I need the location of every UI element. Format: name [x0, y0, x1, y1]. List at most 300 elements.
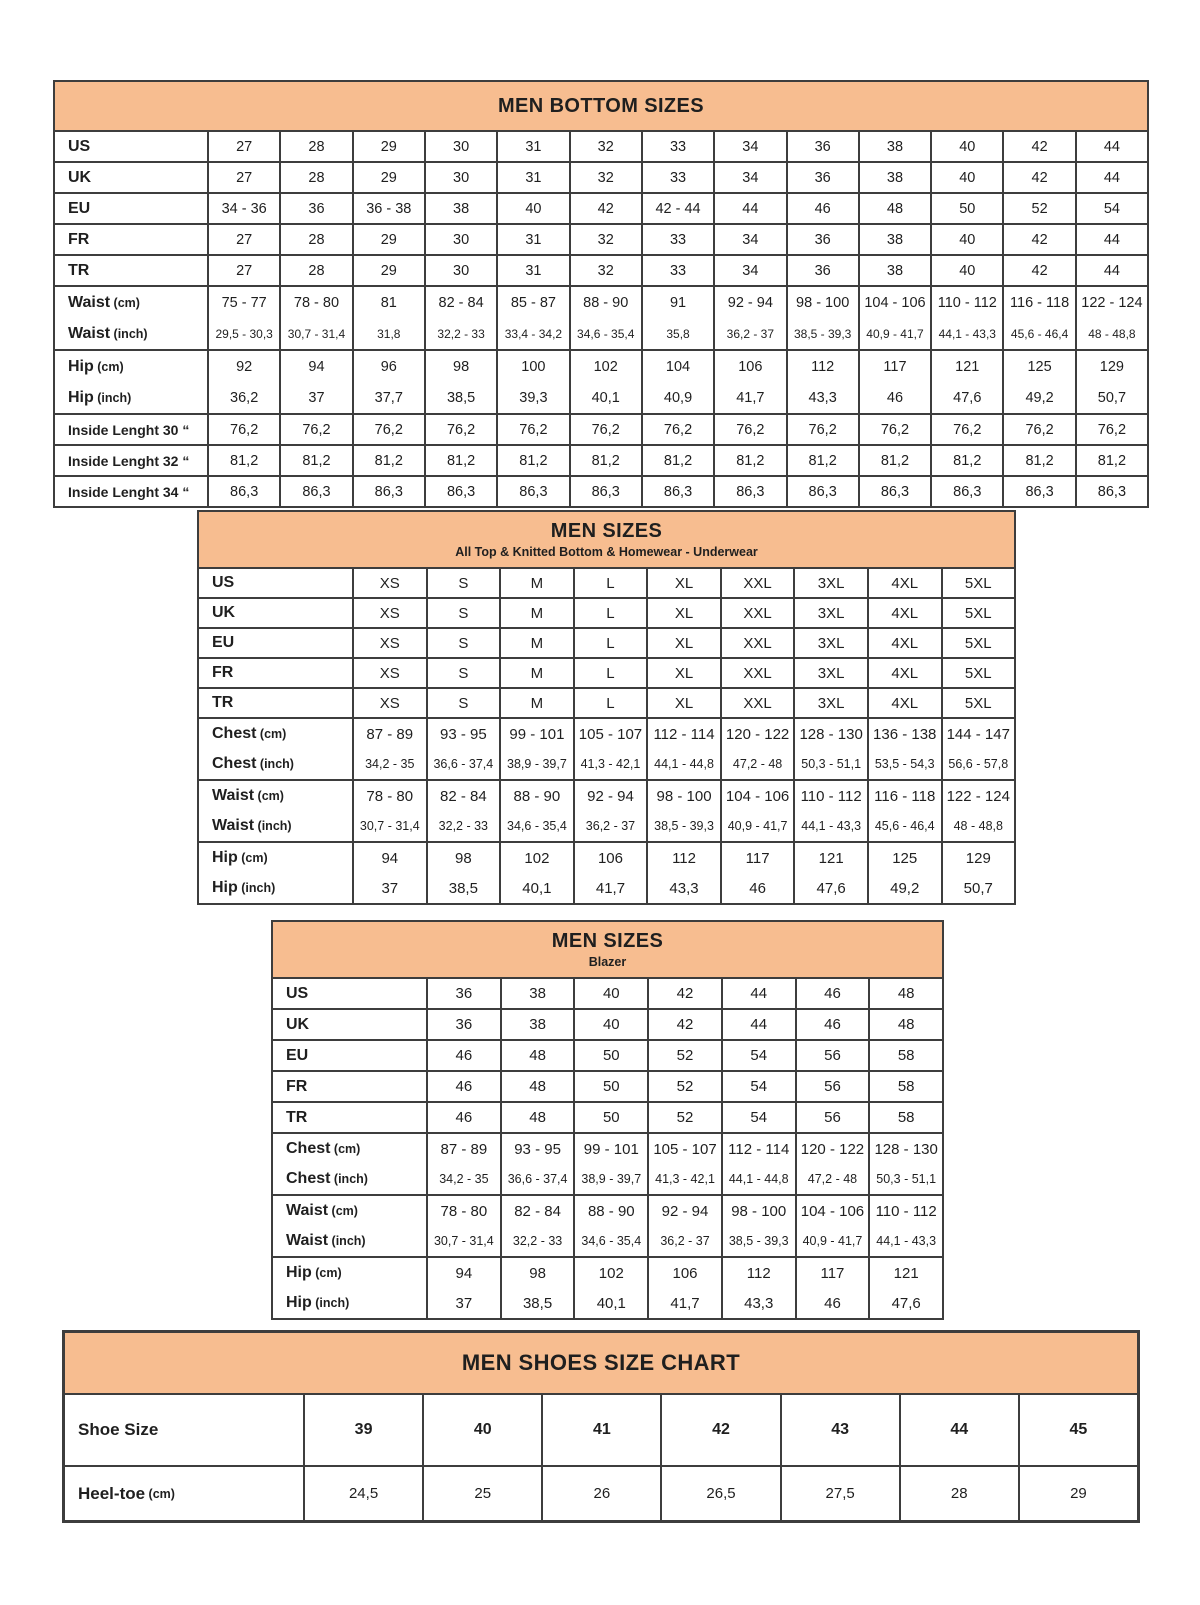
row-label-unit: (inch)	[237, 881, 276, 895]
cell-value: 46	[426, 1041, 500, 1070]
cell-value: 50	[930, 194, 1002, 223]
row-label-text: UK	[286, 1015, 310, 1033]
cell-value: 3XL	[793, 659, 867, 687]
row-label-text: UK	[68, 168, 92, 186]
row-group	[65, 1395, 1137, 1465]
cell-value: 42	[1002, 225, 1074, 254]
cell-value: 116 - 118	[867, 781, 941, 811]
table-row	[55, 318, 1147, 349]
cell-value: 35,8	[641, 318, 713, 349]
cell-value: 50,3 - 51,1	[793, 749, 867, 779]
table-row	[199, 629, 1014, 657]
cell-value: 76,2	[279, 415, 351, 444]
cell-value: 46	[795, 1010, 869, 1039]
cell-value: 47,6	[793, 873, 867, 903]
row-group	[199, 657, 1014, 687]
cell-value: 5XL	[941, 569, 1015, 597]
cell-value: 28	[279, 256, 351, 285]
men-bottom-sizes-table	[53, 80, 1149, 508]
row-label	[55, 415, 207, 444]
row-label-unit: (cm)	[145, 1486, 175, 1501]
cell-value: S	[426, 659, 500, 687]
row-label	[55, 351, 207, 382]
cell-value: 44	[1075, 225, 1147, 254]
row-group	[199, 841, 1014, 903]
cell-value: 47,6	[868, 1288, 942, 1318]
cell-value: 129	[1075, 351, 1147, 382]
table-row	[55, 415, 1147, 444]
cell-value: 76,2	[424, 415, 496, 444]
row-label-text: Heel-toe	[78, 1483, 146, 1503]
cell-value: 102	[569, 351, 641, 382]
cell-value: 37,7	[352, 382, 424, 413]
cell-value: 36	[786, 132, 858, 161]
table-subtitle: Blazer	[588, 955, 627, 969]
row-label	[273, 1164, 426, 1194]
row-label-text: Inside Lenght 34 “	[68, 483, 190, 500]
cell-value: 36	[279, 194, 351, 223]
row-label	[55, 287, 207, 318]
cell-value: 29,5 - 30,3	[207, 318, 279, 349]
cell-value: 32,2 - 33	[426, 811, 500, 841]
row-group	[199, 779, 1014, 841]
cell-value: 31	[496, 163, 568, 192]
cell-value: 122 - 124	[941, 781, 1015, 811]
cell-value: 43,3	[721, 1288, 795, 1318]
cell-value: 30,7 - 31,4	[279, 318, 351, 349]
cell-value: 85 - 87	[496, 287, 568, 318]
row-label-unit: (inch)	[330, 1172, 368, 1186]
row-label-text: Waist	[286, 1202, 329, 1219]
cell-value: 46	[426, 1103, 500, 1132]
row-label	[273, 1196, 426, 1226]
cell-value: 46	[795, 1288, 869, 1318]
cell-value: 38,5	[424, 382, 496, 413]
row-label	[55, 225, 207, 254]
row-label-text: FR	[212, 664, 234, 681]
cell-value: 26,5	[660, 1467, 779, 1520]
row-group	[273, 1101, 942, 1132]
cell-value: 46	[786, 194, 858, 223]
cell-value: 76,2	[569, 415, 641, 444]
row-label	[55, 194, 207, 223]
cell-value: 36	[786, 225, 858, 254]
table-row	[55, 132, 1147, 161]
cell-value: 36,2	[207, 382, 279, 413]
cell-value: 86,3	[352, 477, 424, 506]
table-row	[199, 689, 1014, 717]
cell-value: 120 - 122	[720, 719, 794, 749]
cell-value: 26	[541, 1467, 660, 1520]
cell-value: 34	[713, 225, 785, 254]
cell-value: 56,6 - 57,8	[941, 749, 1015, 779]
cell-value: XS	[352, 569, 426, 597]
men-shoes-size-chart-table	[62, 1330, 1140, 1523]
cell-value: 33	[641, 132, 713, 161]
cell-value: 88 - 90	[499, 781, 573, 811]
row-group	[55, 161, 1147, 192]
row-label-text: Waist	[68, 324, 111, 342]
cell-value: 110 - 112	[868, 1196, 942, 1226]
cell-value: 105 - 107	[647, 1134, 721, 1164]
table-row	[199, 781, 1014, 811]
cell-value: XL	[646, 569, 720, 597]
cell-value: 45,6 - 46,4	[867, 811, 941, 841]
cell-value: 44,1 - 43,3	[793, 811, 867, 841]
cell-value: 41,7	[647, 1288, 721, 1318]
cell-value: 42	[647, 979, 721, 1008]
cell-value: 3XL	[793, 629, 867, 657]
row-label	[55, 256, 207, 285]
cell-value: 81,2	[1002, 446, 1074, 475]
table-row	[273, 1010, 942, 1039]
cell-value: 76,2	[207, 415, 279, 444]
row-label	[273, 1041, 426, 1070]
cell-value: 91	[641, 287, 713, 318]
cell-value: 92 - 94	[647, 1196, 721, 1226]
row-group	[55, 413, 1147, 444]
cell-value: 4XL	[867, 659, 941, 687]
cell-value: 34	[713, 256, 785, 285]
cell-value: 41,3 - 42,1	[647, 1164, 721, 1194]
cell-value: 36,2 - 37	[647, 1226, 721, 1256]
cell-value: 48 - 48,8	[941, 811, 1015, 841]
cell-value: 50	[573, 1072, 647, 1101]
cell-value: 81,2	[1075, 446, 1147, 475]
cell-value: L	[573, 659, 647, 687]
cell-value: 47,6	[930, 382, 1002, 413]
row-group	[199, 597, 1014, 627]
cell-value: 94	[352, 843, 426, 873]
table-row	[199, 659, 1014, 687]
row-label	[55, 382, 207, 413]
row-label-text: FR	[286, 1077, 308, 1095]
cell-value: 99 - 101	[573, 1134, 647, 1164]
row-label-text: Waist	[212, 787, 255, 804]
row-label-unit: (cm)	[311, 1266, 342, 1280]
cell-value: 44,1 - 43,3	[868, 1226, 942, 1256]
cell-value: 42 - 44	[641, 194, 713, 223]
cell-value: 78 - 80	[426, 1196, 500, 1226]
cell-value: 45	[1018, 1395, 1137, 1465]
table-body	[65, 1395, 1137, 1520]
table-row	[55, 194, 1147, 223]
cell-value: 98 - 100	[646, 781, 720, 811]
row-label-text: TR	[212, 694, 234, 711]
cell-value: 47,2 - 48	[720, 749, 794, 779]
table-title: MEN BOTTOM SIZES	[497, 94, 705, 117]
cell-value: 81,2	[786, 446, 858, 475]
cell-value: S	[426, 689, 500, 717]
cell-value: 82 - 84	[426, 781, 500, 811]
row-label-unit: (cm)	[330, 1142, 361, 1156]
cell-value: 112	[721, 1258, 795, 1288]
cell-value: 3XL	[793, 569, 867, 597]
row-label-text: Chest	[212, 755, 257, 772]
row-group	[65, 1465, 1137, 1520]
row-group	[273, 1039, 942, 1070]
cell-value: 49,2	[1002, 382, 1074, 413]
cell-value: 86,3	[207, 477, 279, 506]
cell-value: 41,7	[573, 873, 647, 903]
cell-value: 43,3	[786, 382, 858, 413]
row-label-text: EU	[212, 634, 235, 651]
cell-value: XS	[352, 629, 426, 657]
cell-value: 81,2	[713, 446, 785, 475]
cell-value: 43	[780, 1395, 899, 1465]
cell-value: XL	[646, 629, 720, 657]
cell-value: 44	[721, 1010, 795, 1039]
row-group	[55, 349, 1147, 413]
cell-value: M	[499, 599, 573, 627]
cell-value: 47,2 - 48	[795, 1164, 869, 1194]
cell-value: S	[426, 569, 500, 597]
cell-value: 52	[647, 1041, 721, 1070]
row-group	[55, 444, 1147, 475]
table-row	[199, 599, 1014, 627]
row-label-text: Hip	[212, 879, 238, 896]
cell-value: 144 - 147	[941, 719, 1015, 749]
cell-value: 38,5 - 39,3	[721, 1226, 795, 1256]
row-label-unit: (inch)	[93, 390, 132, 405]
cell-value: 28	[279, 225, 351, 254]
cell-value: 30,7 - 31,4	[352, 811, 426, 841]
cell-value: 48	[500, 1041, 574, 1070]
cell-value: 58	[868, 1072, 942, 1101]
cell-value: 50	[573, 1041, 647, 1070]
cell-value: 94	[279, 351, 351, 382]
row-label-text: Hip	[68, 388, 94, 406]
cell-value: 34,6 - 35,4	[573, 1226, 647, 1256]
cell-value: 53,5 - 54,3	[867, 749, 941, 779]
cell-value: 4XL	[867, 629, 941, 657]
cell-value: 32	[569, 256, 641, 285]
cell-value: 38,9 - 39,7	[499, 749, 573, 779]
cell-value: 44,1 - 43,3	[930, 318, 1002, 349]
cell-value: 38	[858, 256, 930, 285]
row-group	[273, 979, 942, 1008]
cell-value: 40	[573, 1010, 647, 1039]
cell-value: 48	[500, 1103, 574, 1132]
cell-value: 5XL	[941, 689, 1015, 717]
cell-value: 102	[573, 1258, 647, 1288]
cell-value: 33,4 - 34,2	[496, 318, 568, 349]
cell-value: 29	[352, 225, 424, 254]
table-body	[273, 979, 942, 1318]
row-label	[199, 659, 352, 687]
table-row	[65, 1395, 1137, 1465]
cell-value: 88 - 90	[569, 287, 641, 318]
cell-value: 128 - 130	[868, 1134, 942, 1164]
row-label-text: Hip	[286, 1294, 312, 1311]
table-row	[273, 979, 942, 1008]
cell-value: 29	[1018, 1467, 1137, 1520]
cell-value: 38,5	[426, 873, 500, 903]
table-row	[273, 1041, 942, 1070]
cell-value: 36	[426, 1010, 500, 1039]
row-group	[273, 1070, 942, 1101]
row-label-unit: (inch)	[254, 819, 292, 833]
row-label	[273, 1072, 426, 1101]
row-label	[199, 873, 352, 903]
cell-value: 50,7	[941, 873, 1015, 903]
cell-value: 38	[500, 979, 574, 1008]
table-row	[273, 1226, 942, 1256]
cell-value: 40,9	[641, 382, 713, 413]
row-label	[55, 132, 207, 161]
cell-value: 40	[496, 194, 568, 223]
cell-value: 38	[858, 132, 930, 161]
cell-value: 81	[352, 287, 424, 318]
cell-value: 120 - 122	[795, 1134, 869, 1164]
cell-value: 48 - 48,8	[1075, 318, 1147, 349]
cell-value: M	[499, 659, 573, 687]
cell-value: 76,2	[352, 415, 424, 444]
cell-value: 33	[641, 256, 713, 285]
cell-value: 38,5 - 39,3	[646, 811, 720, 841]
cell-value: 76,2	[930, 415, 1002, 444]
cell-value: 27	[207, 132, 279, 161]
cell-value: 94	[426, 1258, 500, 1288]
cell-value: 98	[424, 351, 496, 382]
cell-value: 100	[496, 351, 568, 382]
cell-value: 42	[660, 1395, 779, 1465]
cell-value: 52	[1002, 194, 1074, 223]
row-label	[199, 689, 352, 717]
table-row	[273, 1196, 942, 1226]
table-title: MEN SIZES	[550, 520, 663, 542]
cell-value: 116 - 118	[1002, 287, 1074, 318]
cell-value: 92	[207, 351, 279, 382]
row-label-text: Chest	[286, 1170, 331, 1187]
cell-value: 44	[1075, 132, 1147, 161]
cell-value: 40,1	[499, 873, 573, 903]
cell-value: XS	[352, 599, 426, 627]
row-group	[199, 569, 1014, 597]
row-label-unit: (inch)	[328, 1234, 366, 1248]
cell-value: 81,2	[930, 446, 1002, 475]
cell-value: XL	[646, 689, 720, 717]
cell-value: 34,6 - 35,4	[499, 811, 573, 841]
table-row	[199, 569, 1014, 597]
row-label	[199, 719, 352, 749]
cell-value: 98	[500, 1258, 574, 1288]
cell-value: 76,2	[1002, 415, 1074, 444]
cell-value: 106	[647, 1258, 721, 1288]
row-label-text: Inside Lenght 32 “	[68, 452, 190, 469]
row-group	[273, 1008, 942, 1039]
cell-value: 44	[899, 1395, 1018, 1465]
cell-value: 24,5	[303, 1467, 422, 1520]
cell-value: XS	[352, 689, 426, 717]
cell-value: 86,3	[930, 477, 1002, 506]
cell-value: 88 - 90	[573, 1196, 647, 1226]
table-row	[55, 382, 1147, 413]
row-label-text: Inside Lenght 30 “	[68, 421, 190, 438]
cell-value: 54	[721, 1041, 795, 1070]
table-row	[55, 163, 1147, 192]
row-label	[273, 1288, 426, 1318]
cell-value: 93 - 95	[500, 1134, 574, 1164]
cell-value: 99 - 101	[499, 719, 573, 749]
cell-value: 4XL	[867, 689, 941, 717]
cell-value: 34,6 - 35,4	[569, 318, 641, 349]
cell-value: 86,3	[641, 477, 713, 506]
cell-value: 136 - 138	[867, 719, 941, 749]
cell-value: L	[573, 569, 647, 597]
cell-value: 81,2	[207, 446, 279, 475]
cell-value: 76,2	[786, 415, 858, 444]
row-group	[55, 254, 1147, 285]
row-label-text: EU	[68, 199, 91, 217]
table-row	[273, 1164, 942, 1194]
table-header	[55, 82, 1147, 132]
cell-value: 41	[541, 1395, 660, 1465]
cell-value: 38	[858, 163, 930, 192]
cell-value: 117	[858, 351, 930, 382]
row-label-text: FR	[68, 230, 90, 248]
row-group	[55, 132, 1147, 161]
cell-value: 54	[721, 1072, 795, 1101]
cell-value: 40	[930, 163, 1002, 192]
cell-value: 27,5	[780, 1467, 899, 1520]
cell-value: XS	[352, 659, 426, 687]
row-label-unit: (inch)	[110, 326, 148, 341]
row-label-text: Chest	[212, 725, 257, 742]
cell-value: 121	[868, 1258, 942, 1288]
cell-value: 40,9 - 41,7	[720, 811, 794, 841]
table-title: MEN SIZES	[551, 930, 664, 952]
cell-value: 41,3 - 42,1	[573, 749, 647, 779]
table-row	[65, 1467, 1137, 1520]
cell-value: 86,3	[569, 477, 641, 506]
cell-value: 117	[795, 1258, 869, 1288]
table-header	[273, 922, 942, 979]
row-label-unit: (cm)	[254, 789, 284, 803]
cell-value: 86,3	[786, 477, 858, 506]
table-row	[55, 351, 1147, 382]
cell-value: 38	[858, 225, 930, 254]
table-row	[55, 287, 1147, 318]
cell-value: 93 - 95	[426, 719, 500, 749]
cell-value: 92 - 94	[713, 287, 785, 318]
row-label-text: Hip	[286, 1264, 312, 1281]
cell-value: 33	[641, 225, 713, 254]
table-body	[55, 132, 1147, 506]
row-label	[199, 811, 352, 841]
cell-value: 50,7	[1075, 382, 1147, 413]
cell-value: 31	[496, 256, 568, 285]
cell-value: 76,2	[1075, 415, 1147, 444]
cell-value: 34	[713, 132, 785, 161]
cell-value: 76,2	[641, 415, 713, 444]
cell-value: 40,1	[573, 1288, 647, 1318]
cell-value: 86,3	[496, 477, 568, 506]
cell-value: 40	[422, 1395, 541, 1465]
cell-value: XXL	[720, 569, 794, 597]
cell-value: 86,3	[713, 477, 785, 506]
row-label-text: Hip	[68, 357, 94, 375]
table-row	[273, 1288, 942, 1318]
cell-value: 42	[1002, 163, 1074, 192]
cell-value: 46	[795, 979, 869, 1008]
row-label-unit: (cm)	[328, 1204, 358, 1218]
row-label-text: Waist	[68, 293, 111, 311]
cell-value: 32	[569, 163, 641, 192]
cell-value: 82 - 84	[424, 287, 496, 318]
table-row	[55, 225, 1147, 254]
cell-value: 96	[352, 351, 424, 382]
